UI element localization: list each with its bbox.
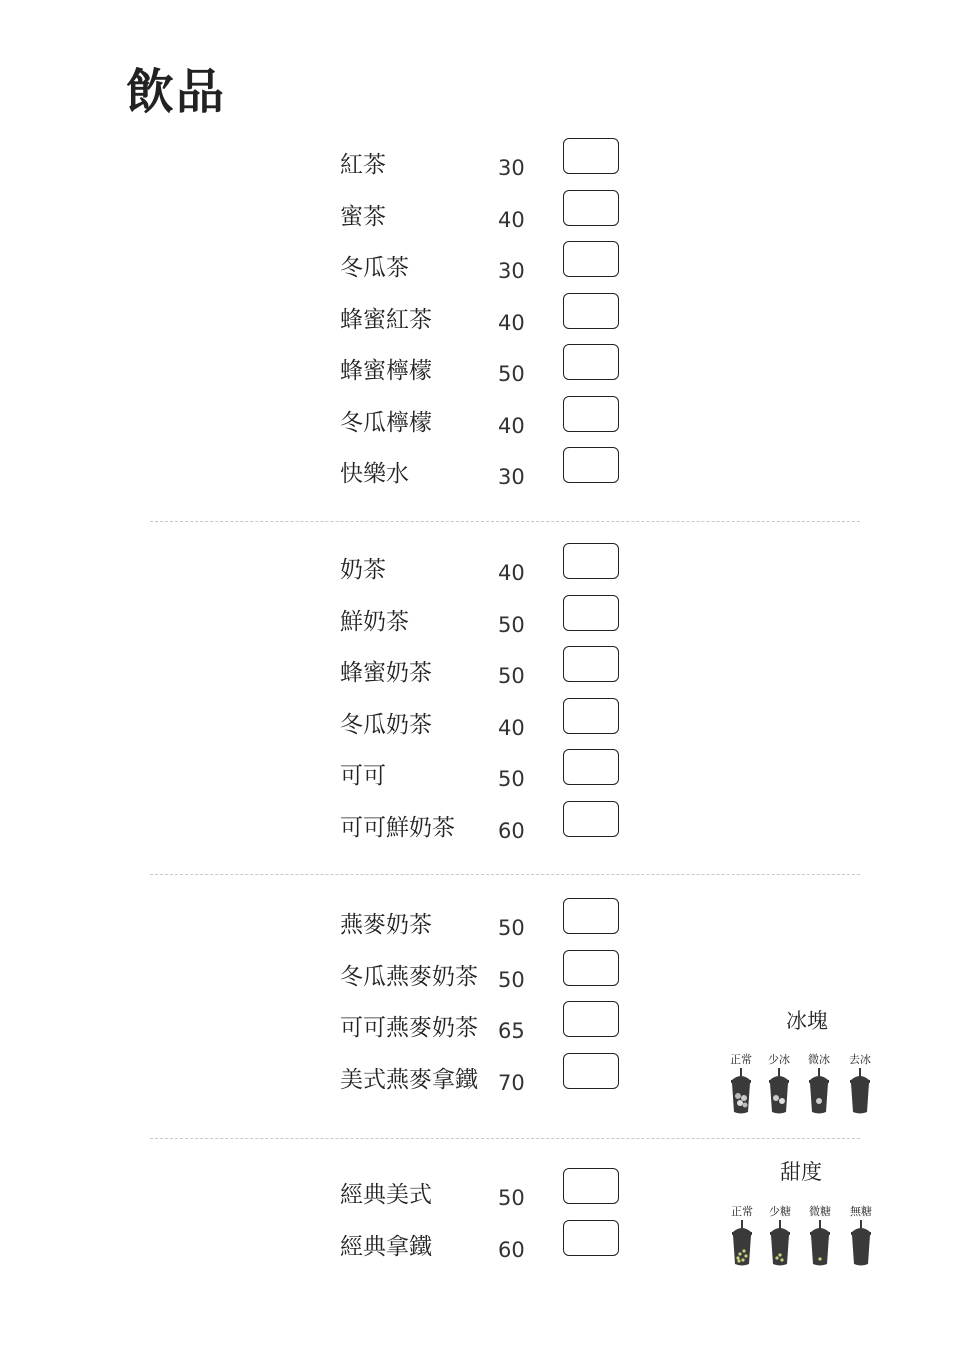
- sugar-option-label: 無糖: [850, 1205, 872, 1218]
- menu-row: [0, 710, 960, 762]
- cup-sugar-light-icon: [807, 1220, 833, 1268]
- quantity-box[interactable]: [563, 801, 619, 837]
- item-name: 冬瓜檸檬: [340, 410, 432, 436]
- menu-row: [0, 356, 960, 408]
- ice-option-label: 少冰: [768, 1053, 790, 1066]
- item-name: 紅茶: [340, 152, 386, 178]
- menu-row: [0, 962, 960, 1014]
- menu-row: [0, 202, 960, 254]
- item-price: 30: [498, 465, 525, 489]
- quantity-box[interactable]: [563, 447, 619, 483]
- cup-ice-none-icon: [847, 1068, 873, 1116]
- item-price: 40: [498, 561, 525, 585]
- cup-ice-less-icon: [766, 1068, 792, 1116]
- quantity-box[interactable]: [563, 698, 619, 734]
- item-name: 經典拿鐵: [340, 1234, 432, 1260]
- item-name: 蜂蜜紅茶: [340, 307, 432, 333]
- item-name: 冬瓜茶: [340, 255, 409, 281]
- ice-option-label: 去冰: [849, 1053, 871, 1066]
- item-price: 60: [498, 1238, 525, 1262]
- menu-row: [0, 408, 960, 460]
- item-price: 40: [498, 208, 525, 232]
- item-price: 30: [498, 156, 525, 180]
- quantity-box[interactable]: [563, 950, 619, 986]
- quantity-box[interactable]: [563, 749, 619, 785]
- item-price: 50: [498, 664, 525, 688]
- quantity-box[interactable]: [563, 543, 619, 579]
- sugar-option-label: 微糖: [809, 1205, 831, 1218]
- item-price: 30: [498, 259, 525, 283]
- quantity-box[interactable]: [563, 1053, 619, 1089]
- ice-option-label: 微冰: [808, 1053, 830, 1066]
- item-price: 50: [498, 613, 525, 637]
- item-name: 蜂蜜檸檬: [340, 358, 432, 384]
- item-name: 可可: [340, 763, 386, 789]
- cup-ice-normal-icon: [728, 1068, 754, 1116]
- item-price: 50: [498, 362, 525, 386]
- quantity-box[interactable]: [563, 241, 619, 277]
- menu-row: [0, 150, 960, 202]
- item-name: 燕麥奶茶: [340, 912, 432, 938]
- quantity-box[interactable]: [563, 1220, 619, 1256]
- quantity-box[interactable]: [563, 898, 619, 934]
- quantity-box[interactable]: [563, 1001, 619, 1037]
- item-name: 可可鮮奶茶: [340, 815, 455, 841]
- item-name: 可可燕麥奶茶: [340, 1015, 478, 1041]
- item-name: 奶茶: [340, 557, 386, 583]
- menu-row: [0, 761, 960, 813]
- menu-row: [0, 305, 960, 357]
- item-name: 蜂蜜奶茶: [340, 660, 432, 686]
- menu-row: [0, 253, 960, 305]
- quantity-box[interactable]: [563, 646, 619, 682]
- quantity-box[interactable]: [563, 595, 619, 631]
- ice-legend-title: 冰塊: [786, 1009, 828, 1033]
- cup-sugar-less-icon: [767, 1220, 793, 1268]
- item-price: 40: [498, 716, 525, 740]
- item-name: 快樂水: [340, 461, 409, 487]
- quantity-box[interactable]: [563, 138, 619, 174]
- item-price: 50: [498, 1186, 525, 1210]
- item-price: 50: [498, 916, 525, 940]
- item-price: 60: [498, 819, 525, 843]
- page-title: 飲品: [126, 64, 227, 120]
- item-price: 50: [498, 968, 525, 992]
- menu-row: [0, 910, 960, 962]
- menu-row: [0, 607, 960, 659]
- item-name: 經典美式: [340, 1182, 432, 1208]
- quantity-box[interactable]: [563, 190, 619, 226]
- item-price: 65: [498, 1019, 525, 1043]
- sugar-option-label: 正常: [731, 1205, 753, 1218]
- item-name: 蜜茶: [340, 204, 386, 230]
- menu-row: [0, 813, 960, 865]
- cup-sugar-none-icon: [848, 1220, 874, 1268]
- quantity-box[interactable]: [563, 293, 619, 329]
- cup-sugar-normal-icon: [729, 1220, 755, 1268]
- section-divider: [150, 874, 860, 875]
- sugar-option-label: 少糖: [769, 1205, 791, 1218]
- item-name: 美式燕麥拿鐵: [340, 1067, 478, 1093]
- quantity-box[interactable]: [563, 396, 619, 432]
- menu-row: [0, 459, 960, 511]
- item-price: 40: [498, 311, 525, 335]
- item-price: 40: [498, 414, 525, 438]
- quantity-box[interactable]: [563, 344, 619, 380]
- sugar-legend-title: 甜度: [780, 1160, 822, 1184]
- item-price: 50: [498, 767, 525, 791]
- menu-row: [0, 658, 960, 710]
- section-divider: [150, 521, 860, 522]
- item-price: 70: [498, 1071, 525, 1095]
- item-name: 冬瓜燕麥奶茶: [340, 964, 478, 990]
- item-name: 冬瓜奶茶: [340, 712, 432, 738]
- cup-ice-light-icon: [806, 1068, 832, 1116]
- quantity-box[interactable]: [563, 1168, 619, 1204]
- ice-option-label: 正常: [730, 1053, 752, 1066]
- item-name: 鮮奶茶: [340, 609, 409, 635]
- section-divider: [150, 1138, 860, 1139]
- menu-row: [0, 555, 960, 607]
